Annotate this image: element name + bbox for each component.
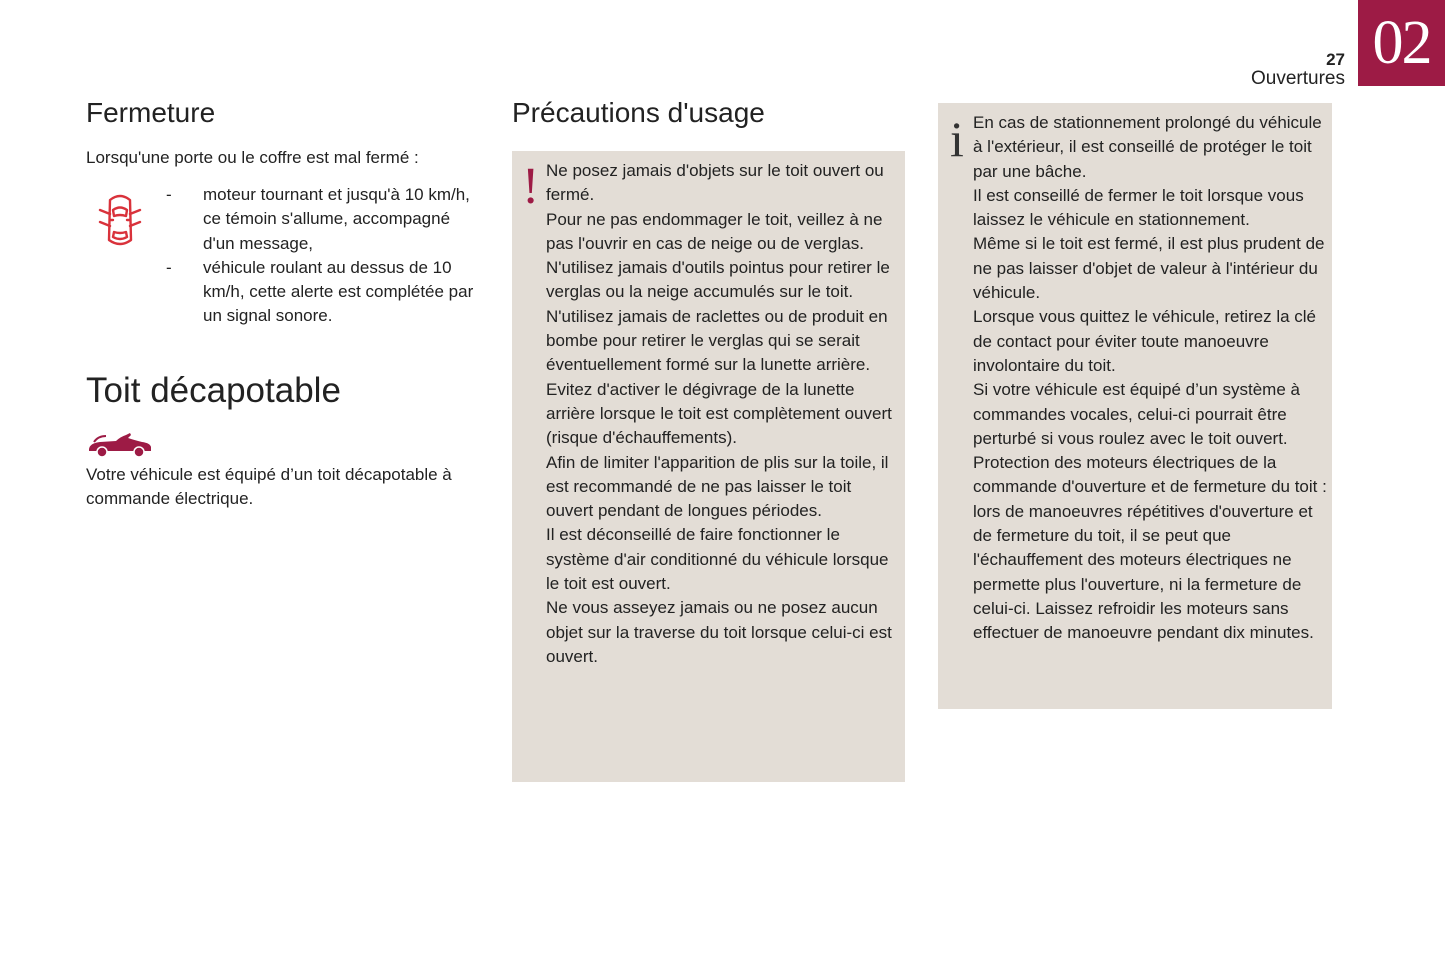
caution-paragraph: Ne posez jamais d'objets sur le toit ouvert ou fermé.	[546, 161, 884, 205]
caution-paragraph: Pour ne pas endommager le toit, veillez à ne pas l'ouvrir en cas de neige ou de verglas.	[546, 209, 883, 253]
info-paragraph: Même si le toit est fermé, il est plus prudent de ne pas laisser d'objet de valeur à l'intérieur du véhicule.	[973, 234, 1325, 303]
bullet-text: véhicule roulant au dessus de 10 km/h, cette alerte est complétée par un signal sonore.	[203, 257, 474, 326]
toit-title: Toit décapotable	[86, 371, 341, 410]
caution-paragraph: Evitez d'activer le dégivrage de la lunette arrière lorsque le toit est complètement ouvert (risque d'échauffements).	[546, 379, 892, 448]
bullet-text: moteur tournant et jusqu'à 10 km/h, ce témoin s'allume, accompagné d'un message,	[203, 185, 470, 253]
caution-paragraph: Afin de limiter l'apparition de plis sur la toile, il est recommandé de ne pas laisser le toit ouvert pendant de longues périodes.	[546, 452, 889, 521]
toit-description: Votre véhicule est équipé d’un toit décapotable à commande électrique.	[86, 465, 452, 509]
precautions-title: Précautions d'usage	[512, 97, 765, 128]
caution-paragraph: Il est déconseillé de faire fonctionner le système d'air conditionné du véhicule lorsque le toit est ouvert.	[546, 525, 889, 594]
caution-paragraph: Ne vous asseyez jamais ou ne posez aucun objet sur la traverse du toit lorsque celui-ci est ouvert.	[546, 598, 892, 666]
door-open-warning-icon	[86, 190, 154, 254]
section-name: Ouvertures	[1251, 68, 1345, 89]
list-item: - moteur tournant et jusqu'à 10 km/h, ce témoin s'allume, accompagné d'un message,	[166, 185, 470, 253]
info-text	[973, 111, 1329, 646]
info-icon: i	[950, 111, 964, 167]
fermeture-bullet-list	[166, 183, 486, 329]
info-paragraph: En cas de stationnement prolongé du véhicule à l'extérieur, il est conseillé de protéger le toit par une bâche.	[973, 113, 1322, 181]
caution-box	[512, 151, 905, 782]
info-box	[938, 103, 1332, 709]
caution-exclamation-icon: !	[522, 158, 540, 215]
fermeture-intro: Lorsqu'une porte ou le coffre est mal fermé :	[86, 148, 419, 167]
info-paragraph: Si votre véhicule est équipé d’un système à commandes vocales, celui-ci pourrait être perturbé si vous roulez avec le toit ouvert.	[973, 380, 1300, 448]
caution-paragraph: N'utilisez jamais de raclettes ou de produit en bombe pour retirer le verglas qui se serait éventuellement formé sur la lunette arrière.	[546, 306, 888, 375]
page-number: 27	[1326, 50, 1345, 69]
list-item: - véhicule roulant au dessus de 10 km/h, cette alerte est complétée par un signal sonore.	[166, 257, 474, 326]
caution-paragraph: N'utilisez jamais d'outils pointus pour retirer le verglas ou la neige accumulés sur le toit.	[546, 258, 890, 302]
fermeture-title: Fermeture	[86, 97, 216, 128]
info-paragraph: Protection des moteurs électriques de la commande d'ouverture et de fermeture du toit : lors de manoeuvres répétitives d'ouverture et de fermeture du toit, il se peut que l'échauffement des moteurs électriques ne permette plus l'ouverture, ni la fermeture de celui-ci. Laissez refroidir les moteurs sans effectuer de manoeuvre pendant dix minutes.	[973, 453, 1327, 643]
info-paragraph: Lorsque vous quittez le véhicule, retirez la clé de contact pour éviter toute manoeuvre involontaire du toit.	[973, 307, 1317, 375]
convertible-car-icon	[86, 430, 154, 460]
chapter-tab: 02	[1358, 0, 1445, 86]
caution-text	[546, 159, 902, 669]
info-paragraph: Il est conseillé de fermer le toit lorsque vous laissez le véhicule en stationnement.	[973, 185, 1304, 230]
